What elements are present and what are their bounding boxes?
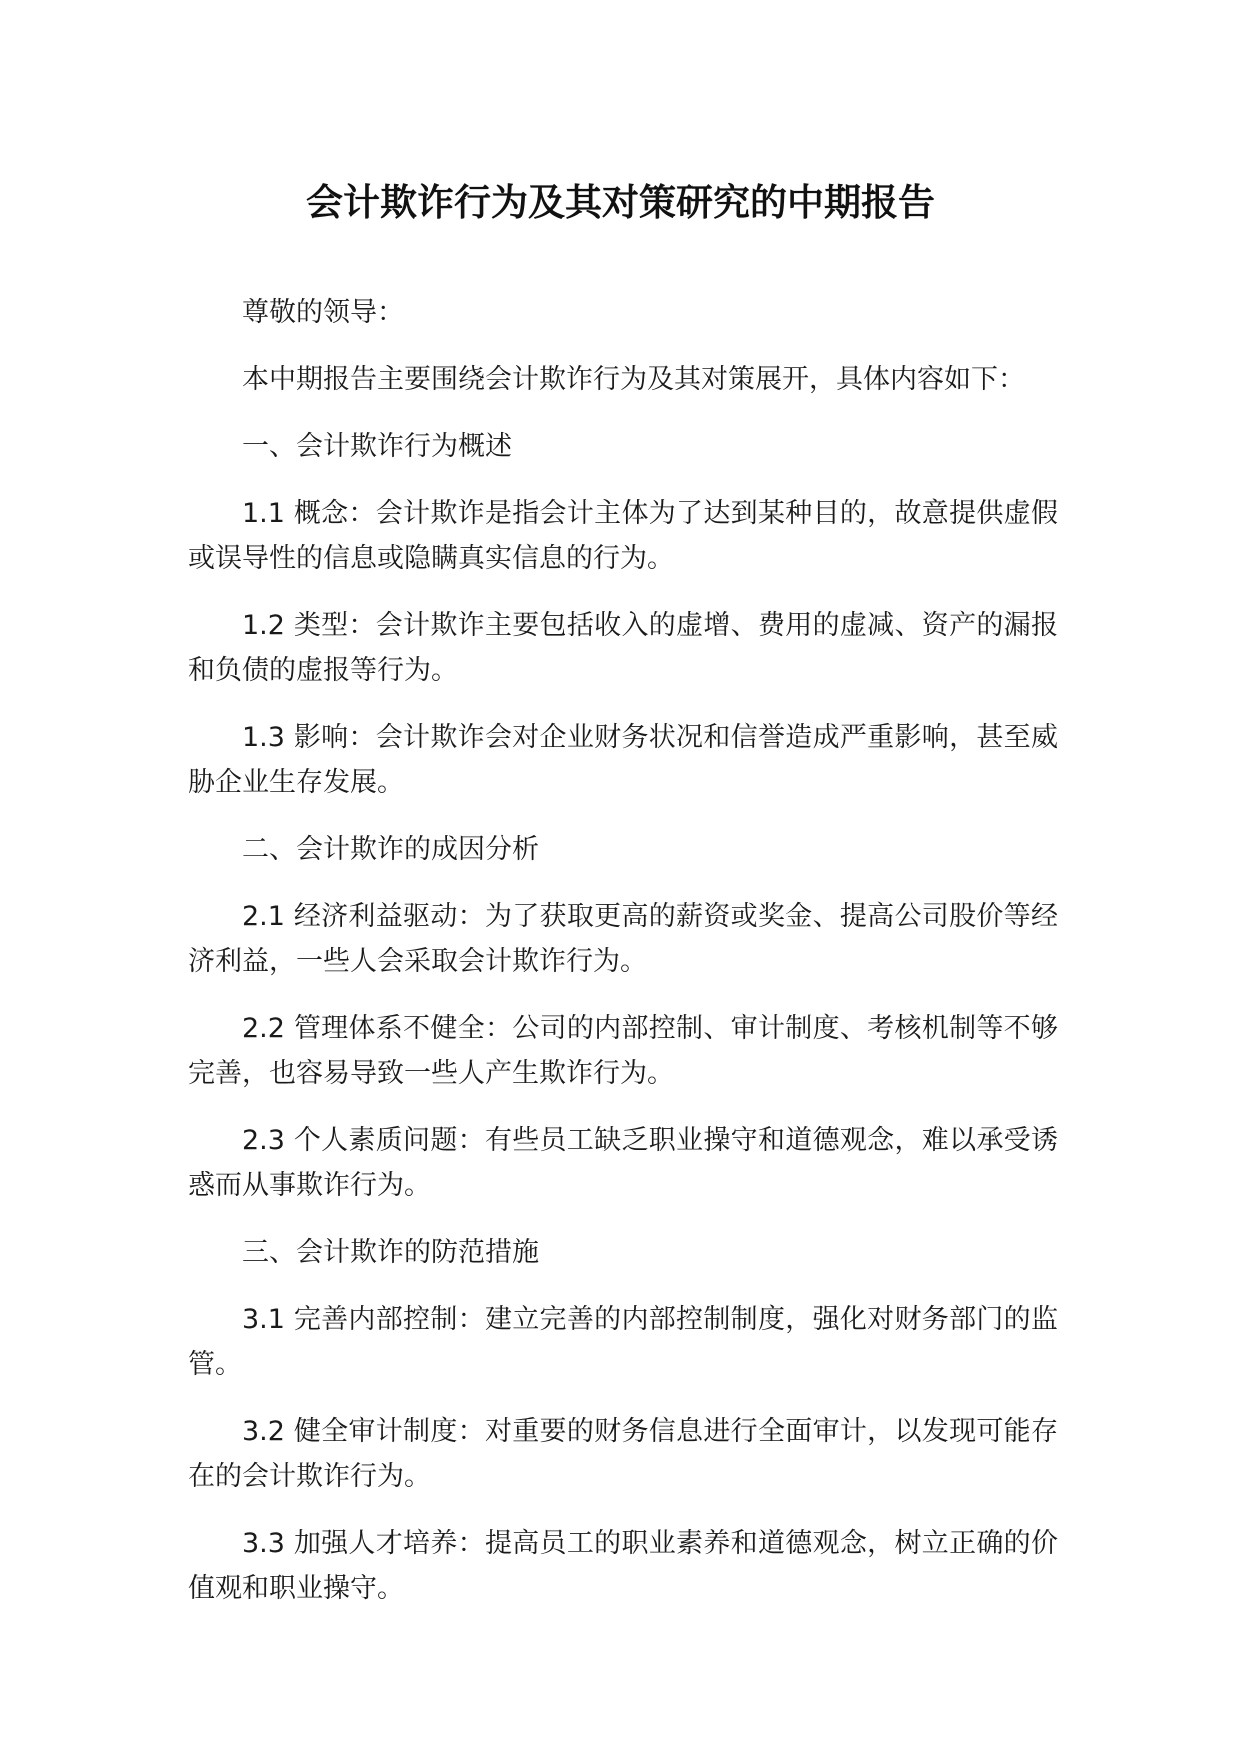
- paragraph-2-2: 2.2 管理体系不健全：公司的内部控制、审计制度、考核机制等不够完善，也容易导致一些人产生欺诈行为。: [188, 1013, 1058, 1089]
- paragraph-3-3: 3.3 加强人才培养：提高员工的职业素养和道德观念，树立正确的价值观和职业操守。: [188, 1528, 1058, 1604]
- paragraph-2-3: 2.3 个人素质问题：有些员工缺乏职业操守和道德观念，难以承受诱惑而从事欺诈行为。: [188, 1125, 1058, 1201]
- salutation: 尊敬的领导：: [242, 297, 404, 328]
- paragraph-3-2: 3.2 健全审计制度：对重要的财务信息进行全面审计，以发现可能存在的会计欺诈行为。: [188, 1416, 1058, 1492]
- paragraph-2-1: 2.1 经济利益驱动：为了获取更高的薪资或奖金、提高公司股价等经济利益，一些人会采取会计欺诈行为。: [188, 901, 1058, 977]
- section-heading-3: 三、会计欺诈的防范措施: [242, 1237, 539, 1268]
- paragraph-1-3: 1.3 影响：会计欺诈会对企业财务状况和信誉造成严重影响，甚至威胁企业生存发展。: [188, 722, 1058, 798]
- paragraph-1-1: 1.1 概念：会计欺诈是指会计主体为了达到某种目的，故意提供虚假或误导性的信息或隐瞒真实信息的行为。: [188, 498, 1058, 574]
- document-title: 会计欺诈行为及其对策研究的中期报告: [306, 181, 935, 224]
- section-heading-2: 二、会计欺诈的成因分析: [242, 834, 539, 865]
- document-body: [188, 290, 1058, 1633]
- paragraph-1-2: 1.2 类型：会计欺诈主要包括收入的虚增、费用的虚减、资产的漏报和负债的虚报等行为。: [188, 610, 1058, 686]
- paragraph-3-1: 3.1 完善内部控制：建立完善的内部控制制度，强化对财务部门的监管。: [188, 1304, 1058, 1380]
- intro-paragraph: 本中期报告主要围绕会计欺诈行为及其对策展开，具体内容如下：: [242, 364, 1025, 395]
- section-heading-1: 一、会计欺诈行为概述: [242, 431, 512, 462]
